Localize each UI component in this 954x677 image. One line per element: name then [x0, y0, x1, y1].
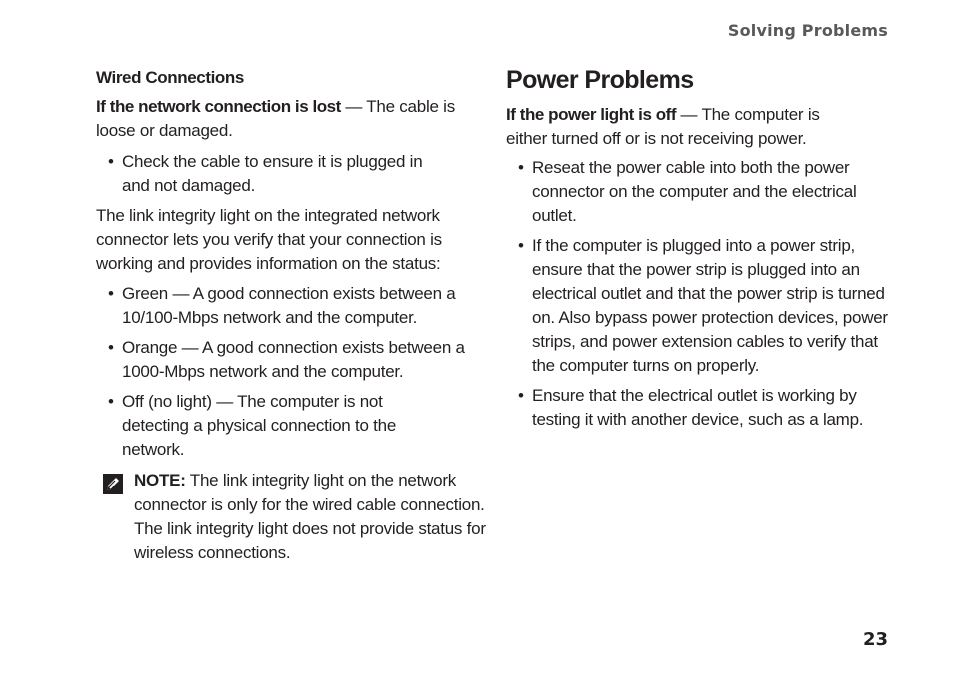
- power-lead: If the power light is off: [506, 105, 677, 124]
- lost-bullet-list: [108, 150, 454, 204]
- section-subhead: Wired Connections: [96, 68, 244, 87]
- section-heading: Power Problems: [506, 66, 694, 94]
- page-number: 23: [862, 629, 888, 650]
- lost-lead: If the network connection is lost: [96, 97, 341, 116]
- list-item: • If the computer is plugged into a power strip, ensure that the power strip is plugged into an electrical outlet and that the power strip is turned on. Also bypass power protection devices, power strips, and power extension cables to verify that the computer turns on properly.: [518, 236, 888, 375]
- lost-paragraph: [96, 95, 472, 143]
- lost-text: — The cable is loose or damaged.: [96, 97, 455, 140]
- status-bullet-list: [108, 282, 480, 468]
- note-label: NOTE:: [134, 471, 186, 490]
- note-text: NOTE: The link integrity light on the network connector is only for the wired cable connection. The link integrity light does not provide status for wireless connections.: [134, 471, 486, 562]
- list-item: • Reseat the power cable into both the power connector on the computer and the electrical outlet.: [518, 158, 857, 225]
- power-text: — The computer is either turned off or is not receiving power.: [506, 105, 820, 148]
- list-item: • Orange — A good connection exists between a 1000-Mbps network and the computer.: [108, 338, 465, 381]
- list-item: • Check the cable to ensure it is plugged in and not damaged.: [108, 152, 423, 195]
- power-paragraph: [506, 103, 856, 151]
- list-item: • Green — A good connection exists between a 10/100-Mbps network and the computer.: [108, 284, 456, 327]
- list-item: • Ensure that the electrical outlet is working by testing it with another device, such as a lamp.: [518, 386, 864, 429]
- integrity-paragraph: The link integrity light on the integrated network connector lets you verify that your connection is working and provides information on the status:: [96, 206, 442, 273]
- note-pencil-icon: [102, 473, 124, 495]
- list-item: • Off (no light) — The computer is not detecting a physical connection to the network.: [108, 392, 397, 459]
- power-bullet-list: [518, 156, 890, 438]
- running-head: Solving Problems: [727, 21, 888, 40]
